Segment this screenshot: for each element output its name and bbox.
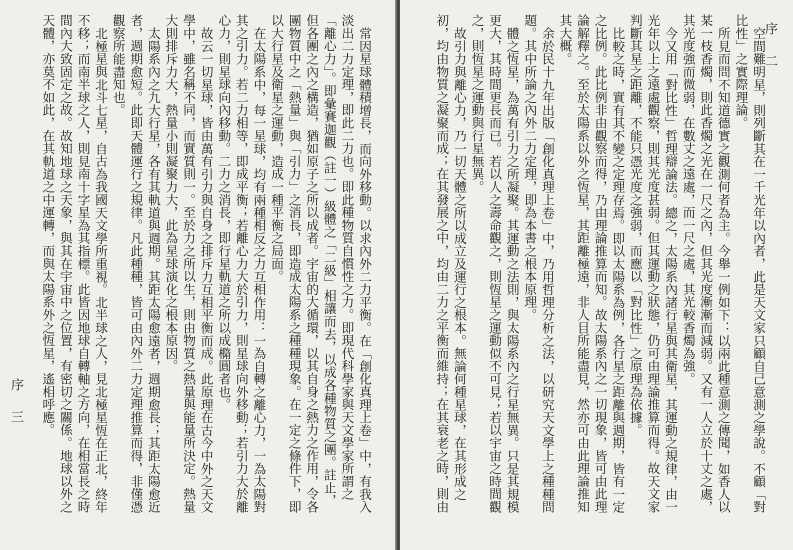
right-page [400, 0, 793, 550]
right-paragraph-6: 體之恆星，為萬有引力之所凝聚。其運動之法則，與太陽系內之行星無異。只是其規模更大，其時間更長而已。若以人之壽命觀之，則恆星之運動似不可見；若以宇宙之時間觀之，則恆星之運動與行星無異。 [469, 14, 520, 514]
right-paragraph-5: 余於民十九年出版「創化真理上卷」中，乃用哲理分析之法，以研究天文學上之種種問題。其中所論之內外二力定理，即為本書之根本原理。 [522, 14, 555, 513]
page-number-right: 序 二 [762, 22, 777, 70]
left-paragraph-5: 北極星與北斗七星，自古為我國天文學所重視。北半球之人，見北極星恆在正北，終年不移；而南半球之人，則見南十字星為其指標。此皆因地球自轉軸之方向，在相當長之時間內大致固定之故。故知地球之天象，與其在宇宙中之位置，有密切之關係。地球以外之天體，亦莫不如此，在其軌道之中運轉，而與太陽系外之恆星，遙相呼應。 [40, 14, 109, 514]
left-paragraph-1: 常因星球體積增長，而向外移動。以求內外二力平衡。在「創化真理上卷」中，有我入淡出二力定理，即此二力也。即此種物質自慣性之力。即現代科學家與天文學家所謂之「離心力」。即彙賽迦觀（註一）級體之「二級」相讓而去，以成各種物質之團。註止，但各團之內之構造，猶如原子之所以成者。宇宙的大循環，以其自身之熱力之作用，令各團物質中之「熱量」與「引力」之消長，即造成太陽系之種種現象。在一定之條件下，即以大行星及衛星之運動，造成一種平衡之局面。 [269, 14, 372, 514]
left-page-text [21, 14, 373, 514]
left-paragraph-2: 在太陽系中，每一星球，均有兩種相反之力互相作用：一為自轉之離心力，一為太陽對其之引力。若二力相等，即成平衡；若離心力大於引力，則星球向外移動；若引力大於離心力，則星球向內移動。二力之消長，即行星軌道之所以成橢圓者也。 [216, 14, 267, 514]
right-paragraph-4: 比較之時，實有其不變之定理存焉。即以太陽系為例，各行星之距離與週期，皆有一定之比例。此比例非由觀察而得，乃由理論推算而知。故太陽系內之一切現象，皆可由此理論解釋之。至於太陽系以外之恆星，其距離極遠，非人目所能盡見，然亦可由此理論推知其大概。 [557, 14, 626, 514]
right-paragraph-7: 故引力與離心力，乃一切天體之所以成立及運行之根本。無論何種星球，在其形成之初，均由物質之凝聚而成；在其發展之中，均由二力之平衡而維持；在其衰老之時，則由 [434, 14, 467, 514]
page-number-left: 序 三 [8, 378, 23, 426]
right-paragraph-1: 空間難明星，則列斷其在一千光年以內者，此是天文家只顧自己意測之學說。不顧「對比性」之實際理論。 [733, 14, 766, 513]
left-paragraph-4: 太陽系內之九大行星，各有其軌道與週期。其距太陽愈遠者，週期愈長；其距太陽愈近者，週期愈短。此即天體運行之規律。凡此種種，皆可由內外二力定理推算而得，非僅憑觀察所能盡知也。 [110, 14, 161, 514]
right-page-text [433, 14, 767, 514]
left-paragraph-3: 故云一切星球，皆由萬有引力與自身之排斥力互相平衡而成。此原理在古今中外之天文學中，雖名稱不同，而實質則一。至於力之所以生，則由物質之熱量與能量所決定。熱量大則排斥力大，熱量小則凝聚力大，此為星球演化之根本原因。 [163, 14, 214, 514]
right-paragraph-3: 今又用「對比性」哲理辯論法。總之，太陽系內諸行星與其衛星，其運動之規律，由一光年以上之遠處觀察，則其光度甚弱。但其運動之狀態，仍可由理論推算而得。故天文家判斷其星之距離，不能只憑光度之強弱，而應以「對比性」之原理為依據。 [627, 14, 679, 514]
right-paragraph-2: 所見而問不知道德實之觀測何者為主。今舉一例如下：以兩此種意測之傳聞，如香人以某一枝香燭，則此香燭之光在一尺之內，但其光度漸漸而減弱。又有一人立於十丈之處，其光度強而微弱，在數丈之遠處，而一尺之處，其光較香燭為強。 [680, 14, 731, 514]
